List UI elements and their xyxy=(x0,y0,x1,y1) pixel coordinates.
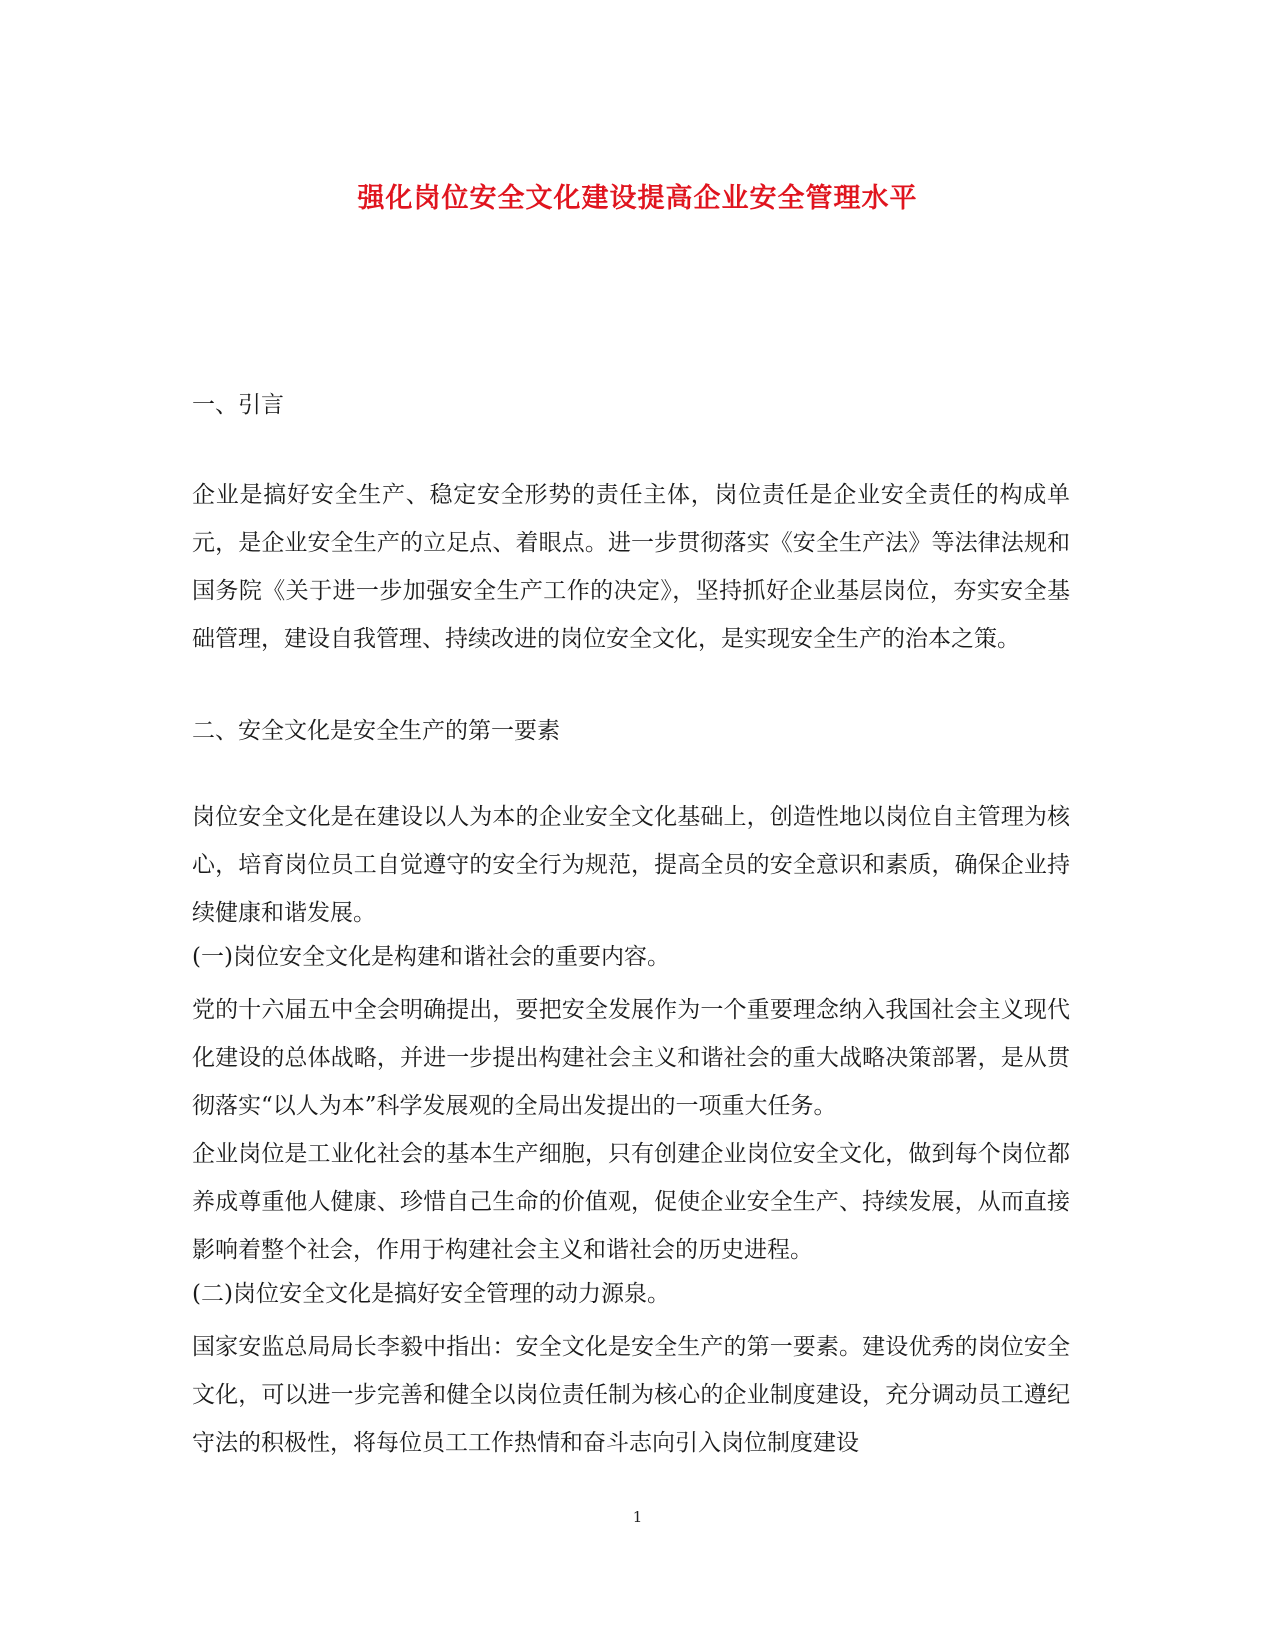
subheading-management-driver: (二)岗位安全文化是搞好安全管理的动力源泉。 xyxy=(192,1281,670,1307)
paragraph-enterprise-post: 企业岗位是工业化社会的基本生产细胞，只有创建企业岗位安全文化，做到每个岗位都养成尊重他人健康、珍惜自己生命的价值观，促使企业安全生产、持续发展，从而直接影响着整个社会，作用于构建社会主义和谐社会的历史进程。 xyxy=(192,1141,1070,1263)
section-heading-introduction: 一、引言 xyxy=(192,392,284,418)
document-title: 强化岗位安全文化建设提高企业安全管理水平 xyxy=(357,183,918,214)
paragraph-introduction: 企业是搞好安全生产、稳定安全形势的责任主体，岗位责任是企业安全责任的构成单元，是企业安全生产的立足点、着眼点。进一步贯彻落实《安全生产法》等法律法规和国务院《关于进一步加强安全生产工作的决定》，坚持抓好企业基层岗位，夯实安全基础管理，建设自我管理、持续改进的岗位安全文化，是实现安全生产的治本之策。 xyxy=(192,482,1070,652)
subheading-harmonious-society: (一)岗位安全文化是构建和谐社会的重要内容。 xyxy=(192,944,670,970)
paragraph-post-safety-culture: 岗位安全文化是在建设以人为本的企业安全文化基础上，创造性地以岗位自主管理为核心，培育岗位员工自觉遵守的安全行为规范，提高全员的安全意识和素质，确保企业持续健康和谐发展。 xyxy=(192,804,1070,926)
paragraph-party-plenary: 党的十六届五中全会明确提出，要把安全发展作为一个重要理念纳入我国社会主义现代化建设的总体战略，并进一步提出构建社会主义和谐社会的重大战略决策部署，是从贯彻落实“以人为本”科学发展观的全局出发提出的一项重大任务。 xyxy=(192,997,1070,1119)
paragraph-safety-administration: 国家安监总局局长李毅中指出：安全文化是安全生产的第一要素。建设优秀的岗位安全文化，可以进一步完善和健全以岗位责任制为核心的企业制度建设，充分调动员工遵纪守法的积极性，将每位员工工作热情和奋斗志向引入岗位制度建设 xyxy=(192,1334,1070,1456)
section-heading-safety-culture: 二、安全文化是安全生产的第一要素 xyxy=(192,718,560,744)
page-number: 1 xyxy=(632,1508,643,1526)
